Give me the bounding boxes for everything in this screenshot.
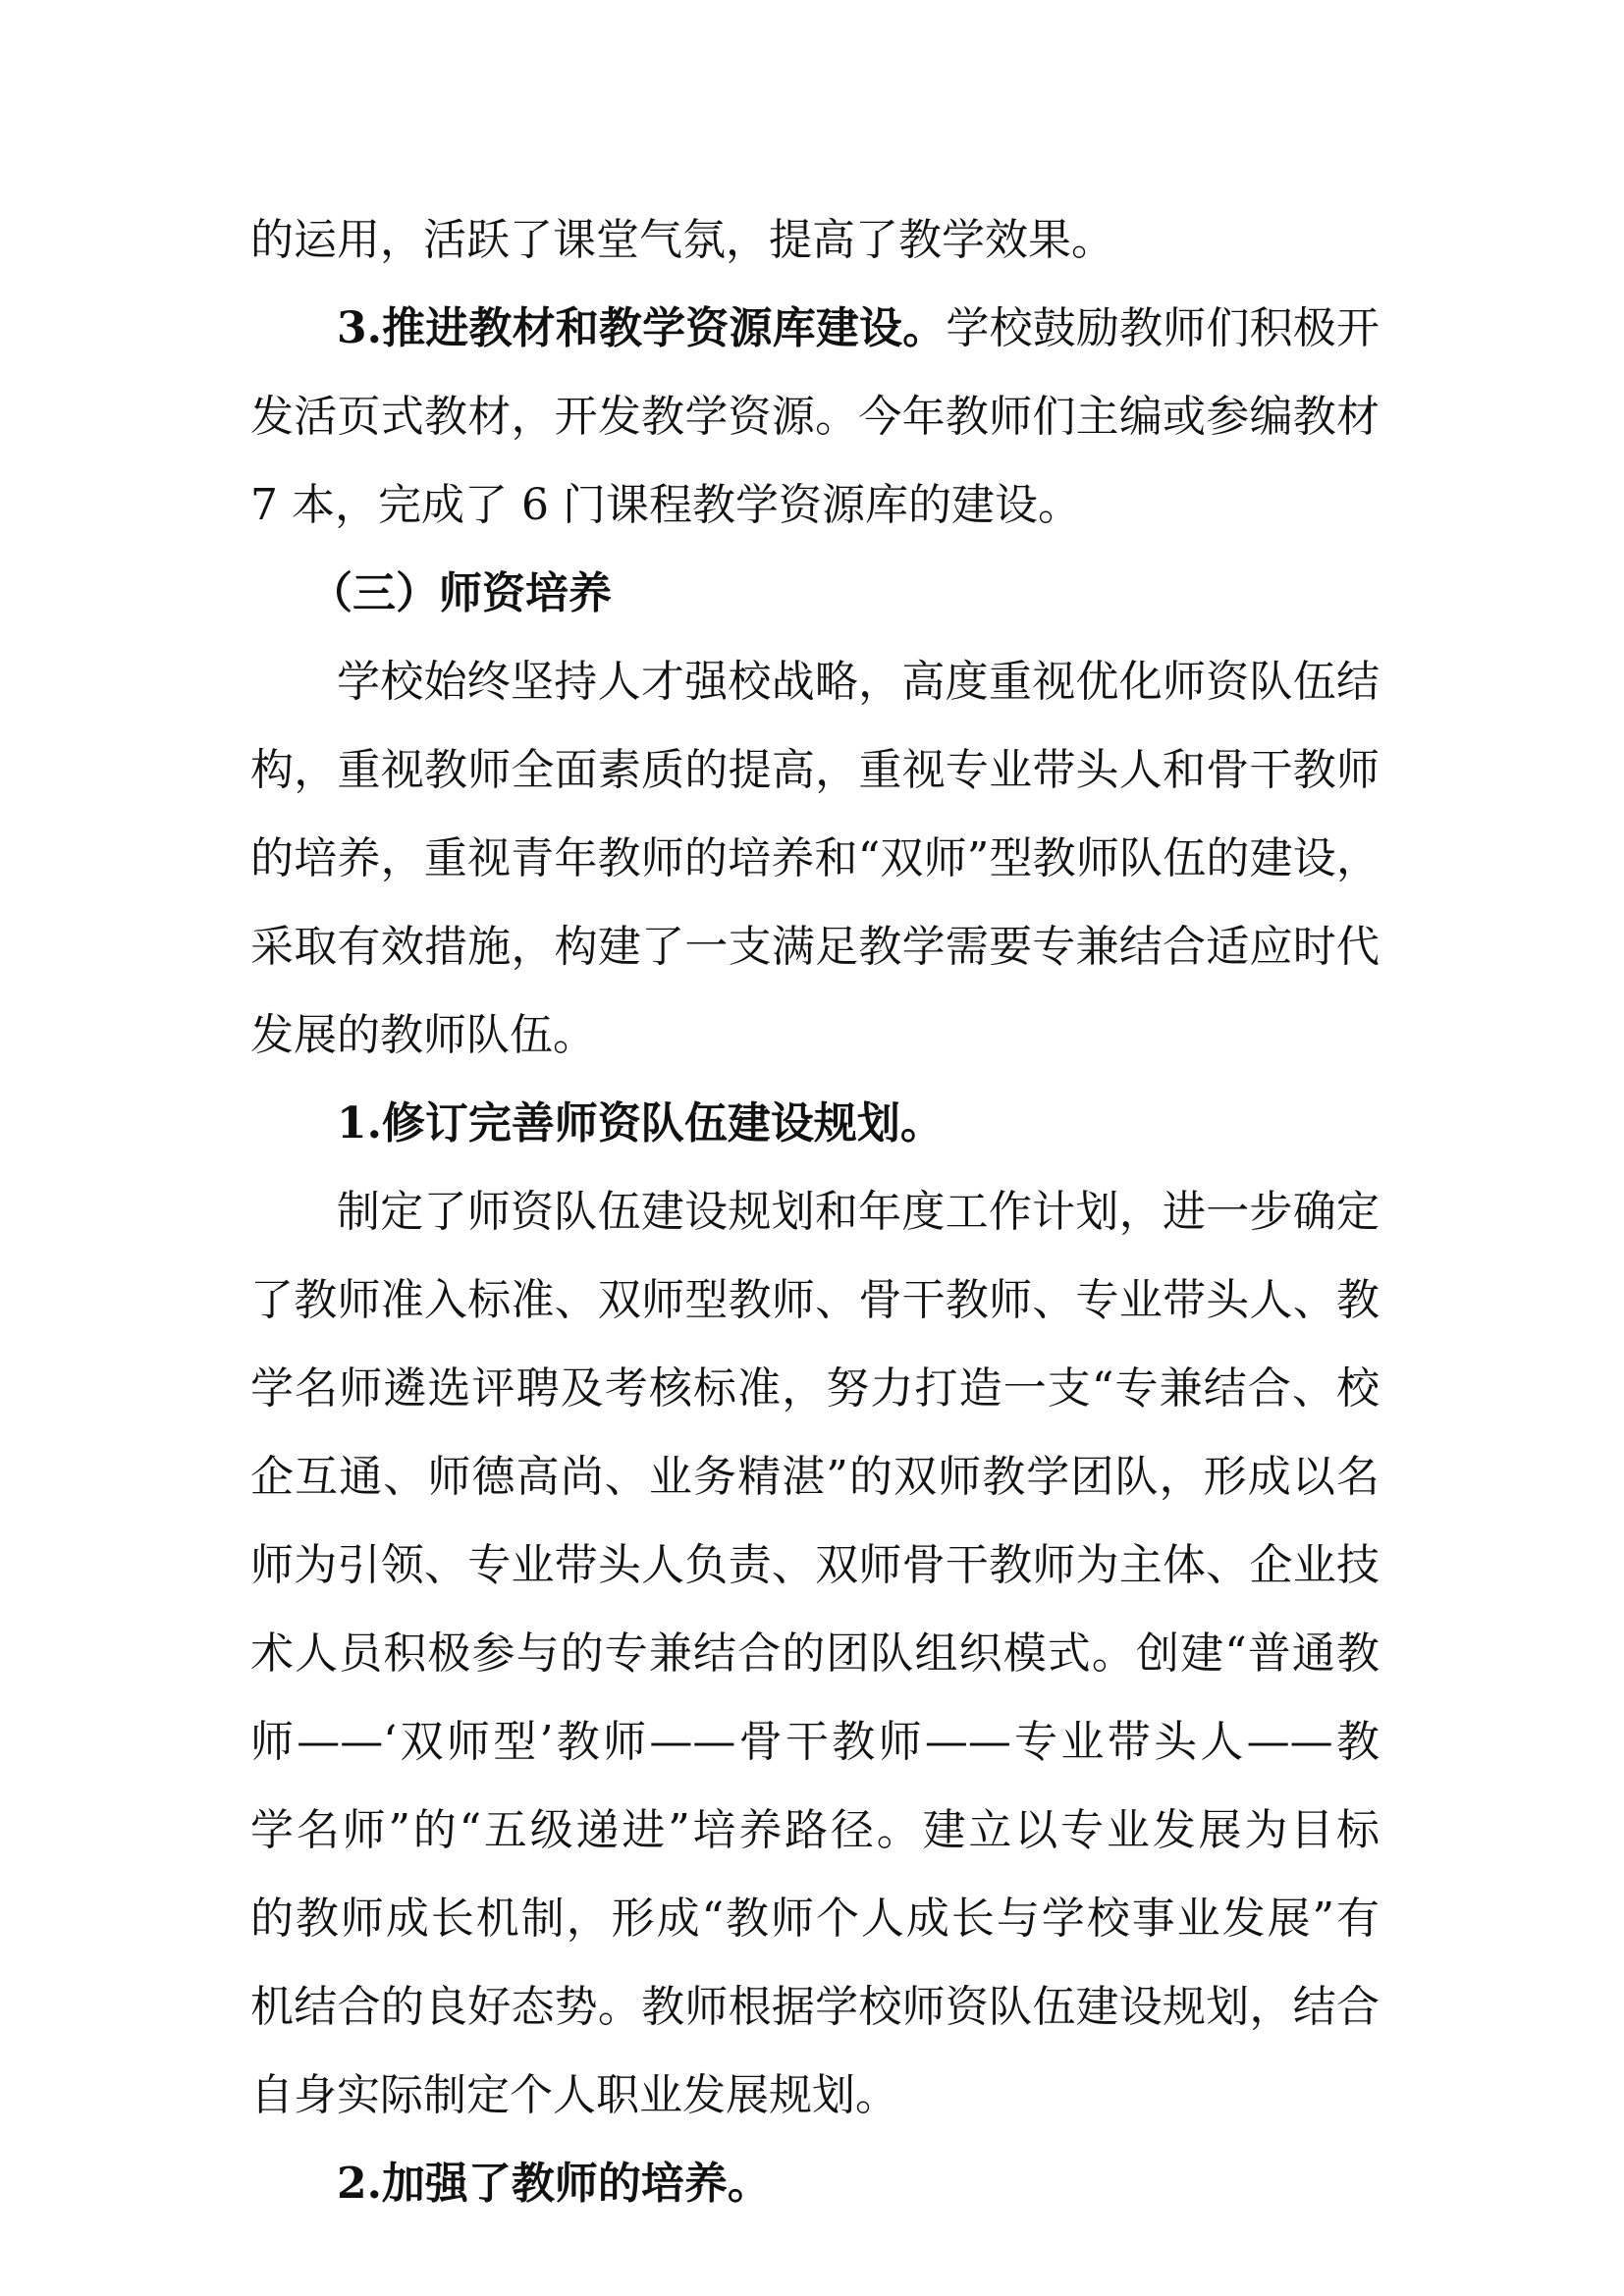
subsection-heading: 1.修订完善师资队伍建设规划。 [337,1098,944,1148]
text-line: 学名师”的“五级递进”培养路径。建立以专业发展为目标 [250,1805,1380,1855]
text-line: 术人员积极参与的专兼结合的团队组织模式。创建“普通教 [250,1629,1380,1679]
text-line: 学校始终坚持人才强校战略，高度重视优化师资队伍结 [337,657,1380,707]
document-body [250,196,1380,2228]
text-line: 机结合的良好态势。教师根据学校师资队伍建设规划，结合 [250,1982,1380,2032]
text-line: 企互通、师德高尚、业务精湛”的双师教学团队，形成以名 [250,1452,1380,1502]
text-line: 构，重视教师全面素质的提高，重视专业带头人和骨干教师 [250,745,1380,795]
text-line: 师——‘双师型’教师——骨干教师——专业带头人——教 [250,1717,1380,1767]
text-line: 7 本，完成了 6 门课程教学资源库的建设。 [250,480,1081,530]
text-line: 的培养，重视青年教师的培养和“双师”型教师队伍的建设， [250,833,1380,883]
text-line: 发活页式教材，开发教学资源。今年教师们主编或参编教材 [250,392,1380,442]
subsection-heading: 2.加强了教师的培养。 [337,2159,771,2209]
text-line: 了教师准入标准、双师型教师、骨干教师、专业带头人、教 [250,1275,1380,1325]
text-line: 自身实际制定个人职业发展规划。 [250,2070,898,2120]
section-lead-text: 学校鼓励教师们积极开 [946,303,1380,353]
text-line: 学名师遴选评聘及考核标准，努力打造一支“专兼结合、校 [250,1363,1380,1414]
text-line: 发展的教师队伍。 [250,1010,596,1060]
text-line: 采取有效措施，构建了一支满足教学需要专兼结合适应时代 [250,922,1380,972]
text-line: 制定了师资队伍建设规划和年度工作计划，进一步确定 [337,1187,1380,1237]
section-heading: （三）师资培养 [309,568,612,618]
text-line: 的教师成长机制，形成“教师个人成长与学校事业发展”有 [250,1894,1380,1944]
text-line: 师为引领、专业带头人负责、双师骨干教师为主体、企业技 [250,1540,1380,1590]
text-line [250,285,1380,373]
text-line: 的运用，活跃了课堂气氛，提高了教学效果。 [250,215,1114,265]
section-lead-bold: 3.推进教材和教学资源库建设。 [337,303,947,353]
